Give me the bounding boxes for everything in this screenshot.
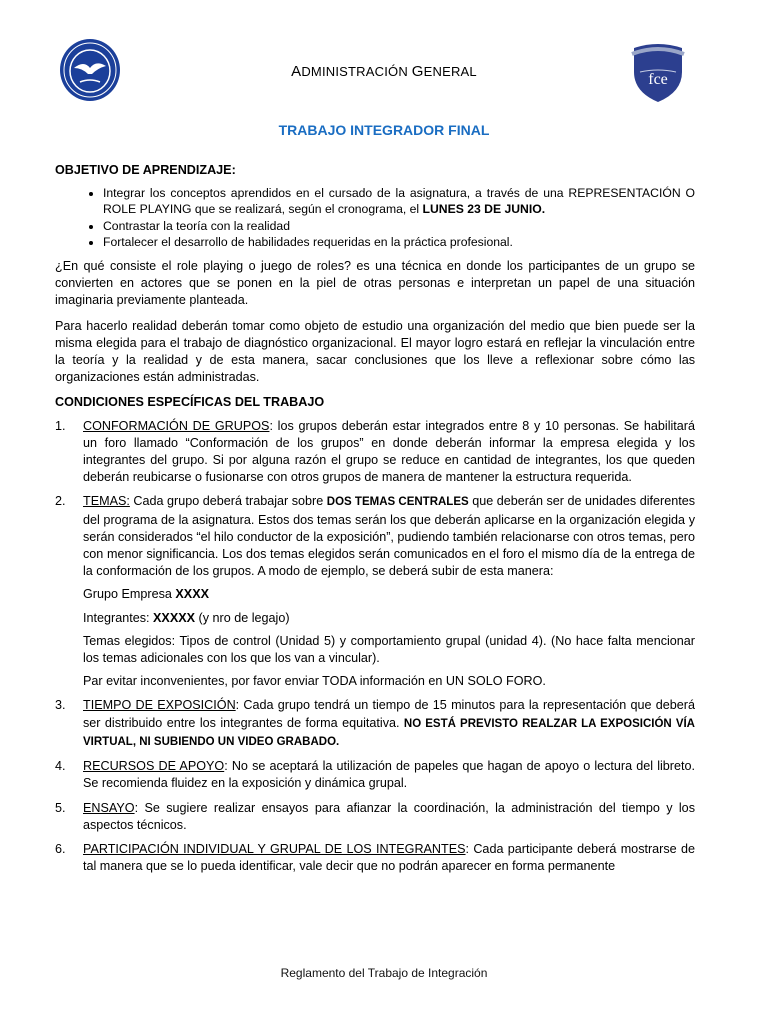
paragraph-role-playing: ¿En qué consiste el role playing o juego de roles? es una técnica en donde los participantes de un grupo se convierten en actores que se ponen en la piel de otras personas e interpretan un papel de una situación imaginaria previamente planteada. bbox=[55, 259, 695, 308]
objective-item: • Fortalecer el desarrollo de habilidades requeridas en la práctica profesional. bbox=[103, 234, 695, 250]
condition-item: 1. CONFORMACIÓN DE GRUPOS: los grupos deberán estar integrados entre 8 y 10 personas. Se habilitará un foro llamado “Conformación de los grupos” en donde deberán informar la empresa elegida y los integrantes del grupo. Si por alguna razón el grupo se reduce en cantidad de integrantes, los que queden deberán reubicarse o fusionarse con otros grupos de manera de mantener la estructura requerida. bbox=[55, 418, 695, 485]
conditions-list bbox=[55, 418, 695, 876]
condition-item: 5. ENSAYO: Se sugiere realizar ensayos para afianzar la coordinación, la administración del tiempo y los aspectos técnicos. bbox=[55, 800, 695, 832]
svg-text:fce: fce bbox=[648, 71, 668, 88]
condition-item: 4. RECURSOS DE APOYO: No se aceptará la utilización de papeles que hagan de apoyo o lectura del libreto. Se recomienda fluidez en la exposición y dinámica grupal. bbox=[55, 759, 695, 791]
example-topics-line: Temas elegidos: Tipos de control (Unidad 5) y comportamiento grupal (unidad 4). (No hace falta mencionar los temas adicionales con los que los van a vincular). bbox=[83, 633, 695, 666]
example-group-line: Grupo Empresa XXXX bbox=[83, 587, 210, 602]
paragraph-study-object: Para hacerlo realidad deberán tomar como objeto de estudio una organización del medio que bien puede ser la misma elegida para el trabajo de diagnóstico organizacional. El mayor logro estará en reflejar la vinculación entre la teoría y la realidad y de esta manera, sacar conclusiones que los lleve a reflexionar sobre cómo las organizaciones están administradas. bbox=[55, 318, 695, 385]
header-title: ADMINISTRACIÓN GENERAL bbox=[291, 63, 477, 80]
condition-item: 6. PARTICIPACIÓN INDIVIDUAL Y GRUPAL DE LOS INTEGRANTES: Cada participante deberá mostrarse de tal manera que se lo pueda identificar, vale decir que no podrán aparecer en forma permanente bbox=[55, 841, 695, 874]
page-footer: Reglamento del Trabajo de Integración bbox=[280, 966, 488, 980]
document-body bbox=[55, 162, 695, 882]
fce-shield-icon bbox=[628, 42, 688, 104]
condition-item: 3. TIEMPO DE EXPOSICIÓN: Cada grupo tendrá un tiempo de 15 minutos para la representación que deberá ser distribuido entre los integrantes de forma equitativa. NO ESTÁ PREVISTO REALZAR LA EXPOSICIÓN VÍA VIRTUAL, NI SUBIENDO UN VIDEO GRABADO. bbox=[55, 698, 695, 748]
objective-item: • Contrastar la teoría con la realidad bbox=[103, 218, 695, 234]
single-forum-note: Par evitar inconvenientes, por favor enviar TODA información en UN SOLO FORO. bbox=[83, 674, 546, 689]
condition-item: 2. TEMAS: Cada grupo deberá trabajar sobre DOS TEMAS CENTRALES que deberán ser de unidades diferentes del programa de la asignatura. Estos dos temas serán los que deberán aplicarse en la organización elegida y serán considerados “el hilo conductor de la exposición”, pudiendo también relacionarse con otros temas, pero con menor significancia. Los dos temas elegidos serán comunicados en el foro el mismo día de la entrega de la conformación de los grupos. A modo de ejemplo, se deberá subir de esta manera: Grupo Empresa XXXX Integrantes: XXXXX (y nro de legajo) Temas elegidos: Tipos de control (Unidad 5) y comportamiento grupal (unidad 4). (No hace falta mencionar los temas adicionales con los que los van a vincular). Par evitar inconvenientes, por favor enviar TODA información en UN SOLO FORO. bbox=[55, 493, 695, 690]
example-members-line: Integrantes: XXXXX (y nro de legajo) bbox=[83, 610, 290, 625]
objective-list bbox=[55, 185, 695, 250]
document-title: TRABAJO INTEGRADOR FINAL bbox=[278, 122, 490, 138]
conditions-heading: CONDICIONES ESPECÍFICAS DEL TRABAJO bbox=[55, 395, 325, 410]
objective-item: • Integrar los conceptos aprendidos en el cursado de la asignatura, a través de una REPRESENTACIÓN O ROLE PLAYING que se realizará, según el cronograma, el LUNES 23 DE JUNIO. bbox=[103, 185, 695, 217]
objective-heading: OBJETIVO DE APRENDIZAJE: bbox=[55, 163, 236, 177]
